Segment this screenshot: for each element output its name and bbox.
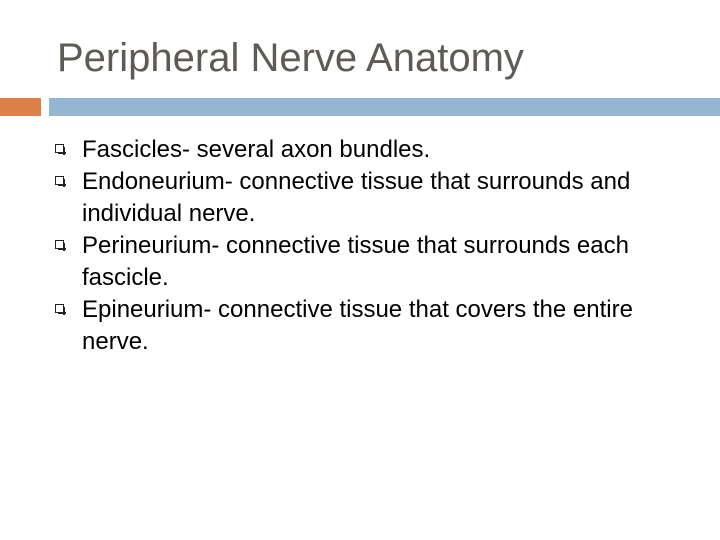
title-underline-accent	[0, 98, 41, 116]
square-bullet-icon	[55, 304, 64, 313]
bullet-item	[55, 134, 695, 166]
slide-title: Peripheral Nerve Anatomy	[57, 36, 524, 80]
bullet-text: Epineurium- connective tissue that covers the entire nerve.	[82, 296, 633, 355]
bullet-item	[55, 166, 695, 230]
bullet-text: Fascicles- several axon bundles.	[82, 136, 431, 163]
square-bullet-icon	[55, 144, 64, 153]
square-bullet-icon	[55, 176, 64, 185]
square-bullet-icon	[55, 240, 64, 249]
title-underline-bar	[49, 98, 720, 116]
bullet-item	[55, 230, 695, 294]
bullet-item	[55, 294, 695, 358]
bullet-text: Perineurium- connective tissue that surrounds each fascicle.	[82, 232, 629, 291]
bullet-list	[55, 134, 695, 358]
bullet-text: Endoneurium- connective tissue that surrounds and individual nerve.	[82, 168, 631, 227]
